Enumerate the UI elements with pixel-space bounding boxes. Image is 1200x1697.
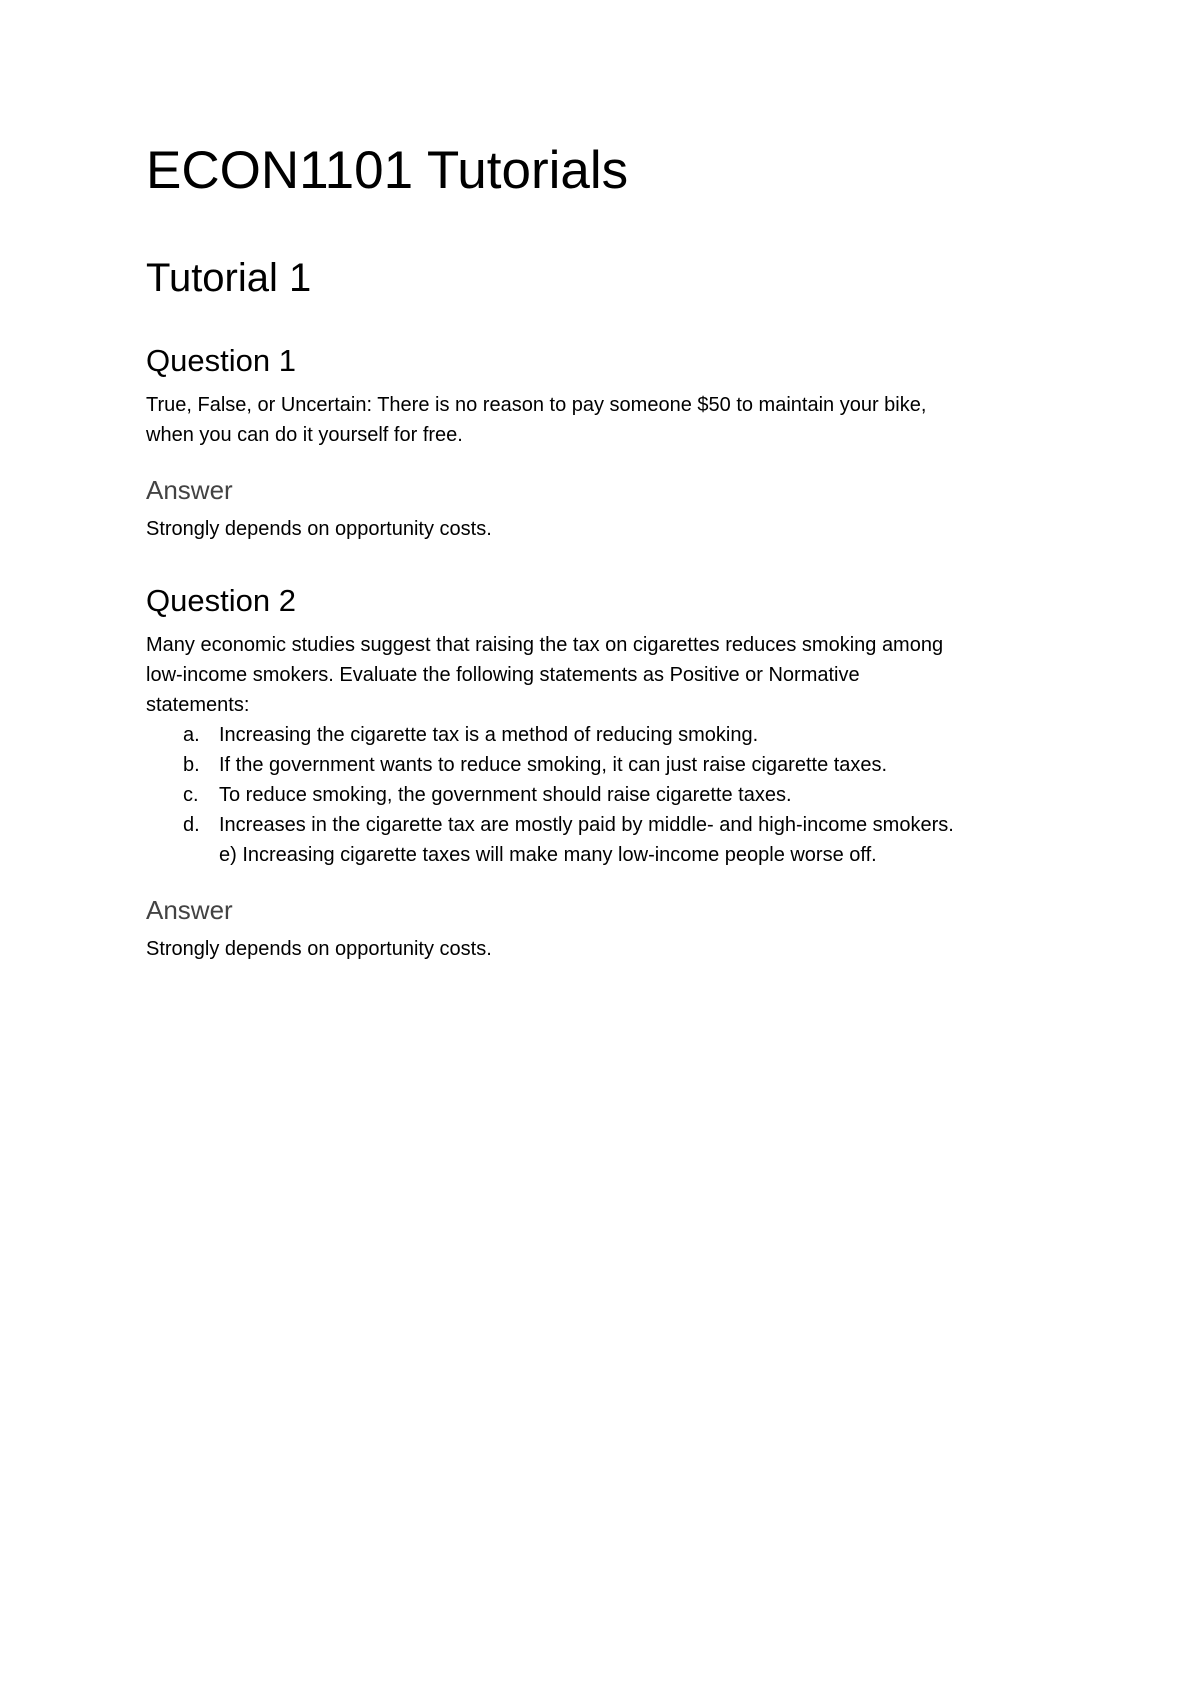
statements-list [146,720,1076,840]
question-2-heading: Question 2 [146,583,296,618]
list-item [146,720,1076,750]
question-1-text [146,390,1076,450]
question-1-text-line: when you can do it yourself for free. [146,424,463,446]
list-item-text: To reduce smoking, the government should raise cigarette taxes. [219,784,792,806]
list-item-text: Increases in the cigarette tax are mostly paid by middle- and high-income smokers. [219,814,954,836]
list-item-text: If the government wants to reduce smoking, it can just raise cigarette taxes. [219,754,888,776]
question-2-answer-heading: Answer [146,895,233,925]
tutorial-heading: Tutorial 1 [146,256,312,300]
list-marker: d. [183,814,200,836]
question-1-section [146,342,1076,544]
list-marker: b. [183,754,200,776]
list-marker: c. [183,784,199,806]
question-2-section [146,582,1076,964]
list-item [146,810,1076,840]
question-1-answer-text: Strongly depends on opportunity costs. [146,518,492,540]
question-1-heading: Question 1 [146,343,296,378]
list-item-continuation: e) Increasing cigarette taxes will make many low-income people worse off. [219,844,877,866]
question-2-answer-text: Strongly depends on opportunity costs. [146,938,492,960]
question-2-text-line: low-income smokers. Evaluate the following statements as Positive or Normative [146,664,860,686]
list-item-text: Increasing the cigarette tax is a method of reducing smoking. [219,724,759,746]
list-marker: a. [183,724,200,746]
question-2-text-line: statements: [146,694,250,716]
question-1-answer-heading: Answer [146,475,233,505]
question-2-text-line: Many economic studies suggest that raising the tax on cigarettes reduces smoking among [146,634,944,656]
document-title: ECON1101 Tutorials [146,141,629,200]
list-item [146,750,1076,780]
question-1-text-line: True, False, or Uncertain: There is no reason to pay someone $50 to maintain your bike, [146,394,927,416]
document-content [146,140,1076,964]
list-item [146,780,1076,810]
question-2-text [146,630,1076,720]
